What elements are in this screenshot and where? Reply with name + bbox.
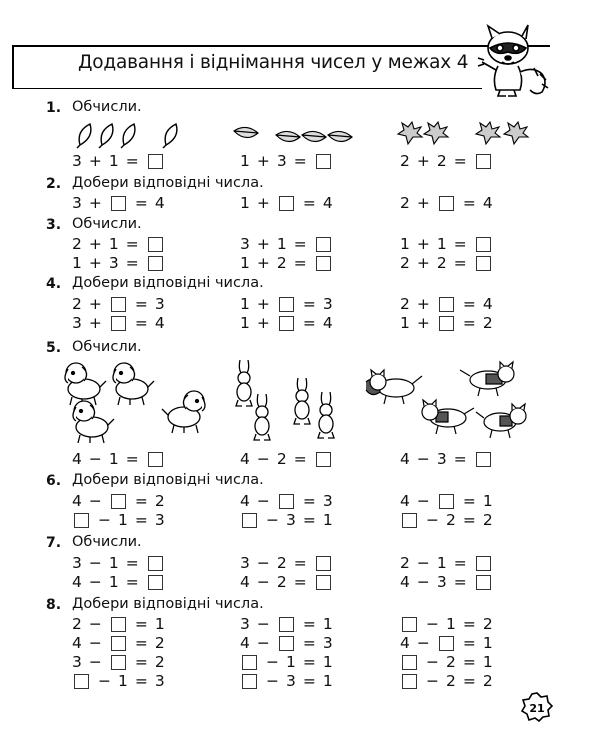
answer-box[interactable]	[439, 196, 454, 211]
answer-box[interactable]	[148, 575, 163, 590]
task-4-equation: 2 + = 3	[72, 295, 165, 313]
answer-box[interactable]	[279, 636, 294, 651]
task-2-equation: 1 + = 4	[240, 194, 333, 212]
answer-box[interactable]	[148, 237, 163, 252]
answer-box[interactable]	[242, 513, 257, 528]
answer-box[interactable]	[111, 617, 126, 632]
task-8-equation: − 2 = 2	[400, 671, 493, 691]
task-4-heading: Добери відповідні числа.	[72, 275, 264, 291]
task-7-equation: 4 − 2 =	[240, 572, 333, 592]
task-2-equation: 3 + = 4	[72, 194, 165, 212]
page-number-badge	[521, 692, 553, 722]
task-3-equation: 1 + 1 =	[400, 234, 493, 254]
task-6-equation: 4 − = 3	[240, 492, 333, 510]
task-1-leaves-group-1	[74, 121, 194, 149]
task-1-maple-leaves-group	[396, 120, 536, 148]
answer-box[interactable]	[74, 674, 89, 689]
answer-box[interactable]	[111, 316, 126, 331]
task-3-equation: 2 + 1 =	[72, 234, 165, 254]
task-2-equation: 2 + = 4	[400, 194, 493, 212]
answer-box[interactable]	[111, 196, 126, 211]
task-6-equation: − 1 = 3	[72, 510, 165, 530]
task-1-number: 1.	[46, 100, 62, 116]
task-7-number: 7.	[46, 535, 62, 551]
task-8-heading: Добери відповідні числа.	[72, 596, 264, 612]
task-4-equation: 1 + = 4	[240, 314, 333, 332]
task-7-equation: 2 − 1 =	[400, 553, 493, 573]
task-3-number: 3.	[46, 217, 62, 233]
answer-box[interactable]	[242, 655, 257, 670]
page-number: 21	[529, 702, 545, 715]
task-7-equation: 4 − 3 =	[400, 572, 493, 592]
answer-box[interactable]	[316, 237, 331, 252]
task-4-equation: 3 + = 4	[72, 314, 165, 332]
task-1-equation: 1 + 3 =	[240, 151, 333, 171]
task-6-heading: Добери відповідні числа.	[72, 472, 264, 488]
answer-box[interactable]	[316, 556, 331, 571]
task-8-equation: 4 − = 1	[400, 634, 493, 652]
task-5-number: 5.	[46, 340, 62, 356]
answer-box[interactable]	[111, 494, 126, 509]
answer-box[interactable]	[148, 256, 163, 271]
task-6-equation: − 3 = 1	[240, 510, 333, 530]
answer-box[interactable]	[279, 316, 294, 331]
answer-box[interactable]	[316, 452, 331, 467]
answer-box[interactable]	[476, 575, 491, 590]
raccoon-mascot-illustration	[472, 22, 552, 98]
task-4-equation: 1 + = 3	[240, 295, 333, 313]
task-4-number: 4.	[46, 276, 62, 292]
answer-box[interactable]	[476, 256, 491, 271]
task-7-equation: 3 − 2 =	[240, 553, 333, 573]
task-8-equation: − 3 = 1	[240, 671, 333, 691]
answer-box[interactable]	[279, 297, 294, 312]
task-1-leaves-group-2	[232, 121, 362, 149]
answer-box[interactable]	[402, 655, 417, 670]
task-7-heading: Обчисли.	[72, 534, 142, 550]
answer-box[interactable]	[279, 196, 294, 211]
answer-box[interactable]	[316, 575, 331, 590]
task-6-equation: − 2 = 2	[400, 510, 493, 530]
task-2-heading: Добери відповідні числа.	[72, 175, 264, 191]
answer-box[interactable]	[242, 674, 257, 689]
task-8-equation: 4 − = 2	[72, 634, 165, 652]
answer-box[interactable]	[439, 297, 454, 312]
answer-box[interactable]	[148, 556, 163, 571]
answer-box[interactable]	[111, 655, 126, 670]
answer-box[interactable]	[111, 636, 126, 651]
answer-box[interactable]	[476, 237, 491, 252]
task-8-equation: − 1 = 1	[240, 652, 333, 672]
answer-box[interactable]	[402, 513, 417, 528]
task-5-kittens-group	[362, 360, 532, 445]
answer-box[interactable]	[476, 154, 491, 169]
answer-box[interactable]	[439, 316, 454, 331]
task-6-equation: 4 − = 2	[72, 492, 165, 510]
task-7-equation: 3 − 1 =	[72, 553, 165, 573]
task-3-heading: Обчисли.	[72, 216, 142, 232]
task-1-equation: 3 + 1 =	[72, 151, 165, 171]
answer-box[interactable]	[279, 617, 294, 632]
answer-box[interactable]	[402, 617, 417, 632]
task-4-equation: 1 + = 2	[400, 314, 493, 332]
answer-box[interactable]	[476, 452, 491, 467]
task-8-equation: 2 − = 1	[72, 615, 165, 633]
task-3-equation: 1 + 3 =	[72, 253, 165, 273]
task-5-heading: Обчисли.	[72, 339, 142, 355]
answer-box[interactable]	[279, 494, 294, 509]
page-title: Додавання і віднімання чисел у межах 4	[78, 52, 469, 73]
answer-box[interactable]	[316, 154, 331, 169]
answer-box[interactable]	[476, 556, 491, 571]
task-1-heading: Обчисли.	[72, 99, 142, 115]
answer-box[interactable]	[402, 674, 417, 689]
task-2-number: 2.	[46, 176, 62, 192]
task-5-equation: 4 − 2 =	[240, 449, 333, 469]
task-8-equation: − 1 = 2	[400, 614, 493, 634]
task-3-equation: 2 + 2 =	[400, 253, 493, 273]
task-8-equation: 3 − = 2	[72, 653, 165, 671]
task-4-equation: 2 + = 4	[400, 295, 493, 313]
task-6-number: 6.	[46, 473, 62, 489]
task-7-equation: 4 − 1 =	[72, 572, 165, 592]
task-3-equation: 3 + 1 =	[240, 234, 333, 254]
answer-box[interactable]	[439, 494, 454, 509]
answer-box[interactable]	[148, 452, 163, 467]
task-8-equation: 3 − = 1	[240, 615, 333, 633]
task-8-equation: 4 − = 3	[240, 634, 333, 652]
task-5-equation: 4 − 3 =	[400, 449, 493, 469]
task-8-equation: − 2 = 1	[400, 652, 493, 672]
answer-box[interactable]	[111, 297, 126, 312]
title-bottom-rule	[12, 88, 482, 89]
task-8-equation: − 1 = 3	[72, 671, 165, 691]
answer-box[interactable]	[74, 513, 89, 528]
task-5-equation: 4 − 1 =	[72, 449, 165, 469]
task-5-puppies-group	[60, 357, 220, 447]
answer-box[interactable]	[439, 636, 454, 651]
task-1-equation: 2 + 2 =	[400, 151, 493, 171]
answer-box[interactable]	[316, 256, 331, 271]
answer-box[interactable]	[148, 154, 163, 169]
task-6-equation: 4 − = 1	[400, 492, 493, 510]
task-3-equation: 1 + 2 =	[240, 253, 333, 273]
task-8-number: 8.	[46, 597, 62, 613]
task-5-rabbits-group	[230, 356, 350, 446]
